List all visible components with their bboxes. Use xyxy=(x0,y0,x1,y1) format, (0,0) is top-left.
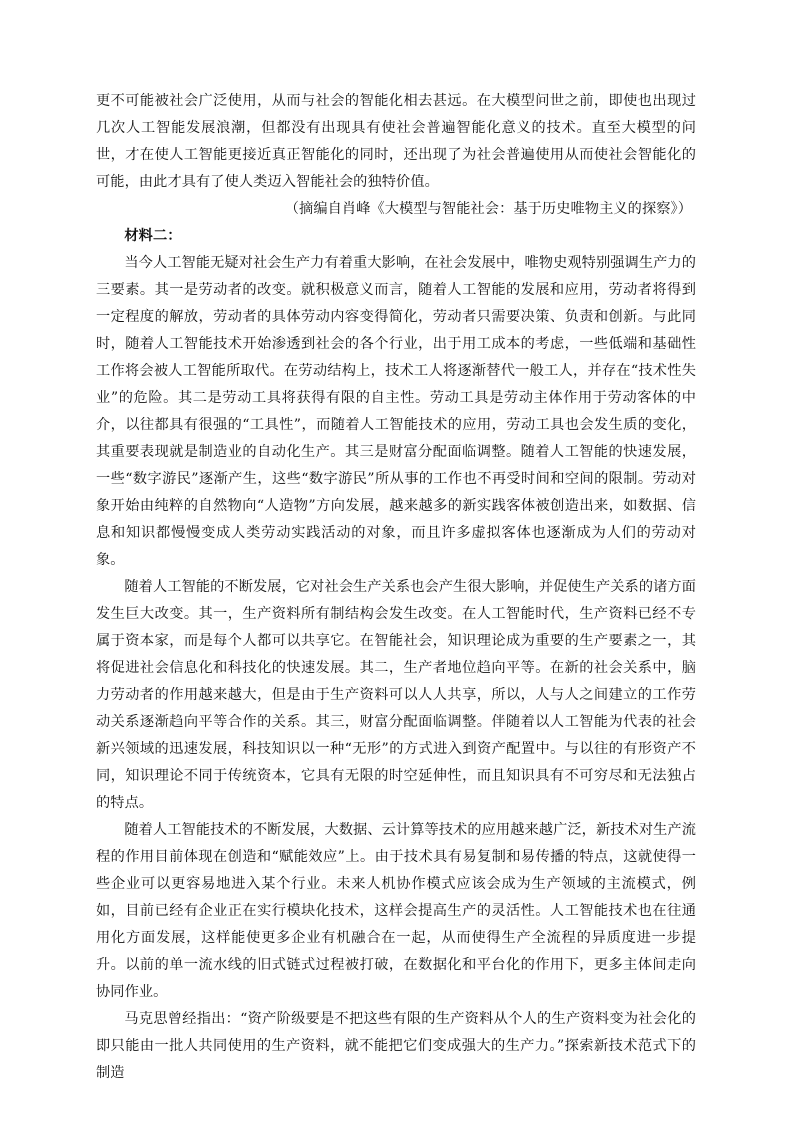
paragraph-production-process: 随着人工智能技术的不断发展，大数据、云计算等技术的应用越来越广泛，新技术对生产流程的作用目前体现在创造和“赋能效应”上。由于技术具有易复制和易传播的特点，这就使得一些企业可以更容易地进入某个行业。未来人机协作模式应该会成为生产领域的主流模式，例如，目前已经有企业正在实行模块化技术，这样会提高生产的灵活性。人工智能技术也在往通用化方面发展，这样能使更多企业有机融合在一起，从而使得生产全流程的异质度进一步提升。以前的单一流水线的旧式链式过程被打破，在数据化和平台化的作用下，更多主体间走向协同作业。 xyxy=(96,822,696,1000)
source-citation: （摘编自肖峰《大模型与智能社会：基于历史唯物主义的探察》） xyxy=(284,201,692,217)
paragraph-marx-quote: 马克思曾经指出：“资产阶级要是不把这些有限的生产资料从个人的生产资料变为社会化的即只能由一批人共同使用的生产资料，就不能把它们变成强大的生产力。”探索新技术范式下的制造 xyxy=(96,1011,696,1081)
paragraph-continuation: 更不可能被社会广泛使用，从而与社会的智能化相去甚远。在大模型问世之前，即使也出现过几次人工智能发展浪潮，但都没有出现具有使社会普遍智能化意义的技术。直至大模型的问世，才在使人工智能更接近真正智能化的同时，还出现了为社会普遍使用从而使社会智能化的可能，由此才具有了使人类迈入智能社会的独特价值。 xyxy=(96,93,696,190)
document-body xyxy=(96,88,696,1087)
paragraph-relations-of-production: 随着人工智能的不断发展，它对社会生产关系也会产生很大影响，并促使生产关系的诸方面发生巨大改变。其一，生产资料所有制结构会发生改变。在人工智能时代，生产资料已经不专属于资本家，而是每个人都可以共享它。在智能社会，知识理论成为重要的生产要素之一，其将促进社会信息化和科技化的快速发展。其二，生产者地位趋向平等。在新的社会关系中，脑力劳动者的作用越来越大，但是由于生产资料可以人人共享，所以，人与人之间建立的工作劳动关系逐渐趋向平等合作的关系。其三，财富分配面临调整。伴随着以人工智能为代表的社会新兴领域的迅速发展，科技知识以一种“无形”的方式进入到资产配置中。与以往的有形资产不同，知识理论不同于传统资本，它具有无限的时空延伸性，而且知识具有不可穷尽和无法独占的特点。 xyxy=(96,579,696,811)
section-heading-material-two: 材料二： xyxy=(124,228,182,244)
paragraph-productivity: 当今人工智能无疑对社会生产力有着重大影响，在社会发展中，唯物史观特别强调生产力的三要素。其一是劳动者的改变。就积极意义而言，随着人工智能的发展和应用，劳动者将得到一定程度的解放，劳动者的具体劳动内容变得简化，劳动者只需要决策、负责和创新。与此同时，随着人工智能技术开始渗透到社会的各个行业，出于用工成本的考虑，一些低端和基础性工作将会被人工智能所取代。在劳动结构上，技术工人将逐渐替代一般工人，并存在“技术性失业”的危险。其二是劳动工具将获得有限的自主性。劳动工具是劳动主体作用于劳动客体的中介，以往都具有很强的“工具性”，而随着人工智能技术的应用，劳动工具也会发生质的变化，其重要表现就是制造业的自动化生产。其三是财富分配面临调整。随着人工智能的快速发展，一些“数字游民”逐渐产生，这些“数字游民”所从事的工作也不再受时间和空间的限制。劳动对象开始由纯粹的自然物向“人造物”方向发展，越来越多的新实践客体被创造出来，如数据、信息和知识都慢慢变成人类劳动实践活动的对象，而且许多虚拟客体也逐渐成为人们的劳动对象。 xyxy=(96,255,696,568)
